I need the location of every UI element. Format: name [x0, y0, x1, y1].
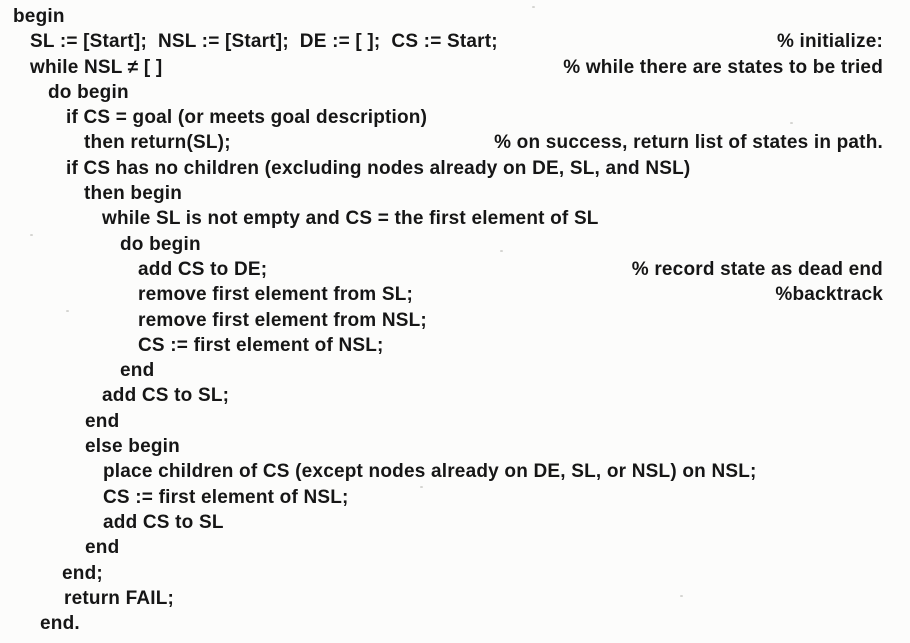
pseudocode-line — [0, 333, 883, 358]
scan-speck — [532, 6, 535, 8]
code-text: remove first element from NSL; — [138, 309, 427, 331]
code-text: if CS has no children (excluding nodes already on DE, SL, and NSL) — [66, 157, 691, 179]
pseudocode-line — [0, 535, 883, 560]
code-text: then return(SL); — [84, 132, 231, 154]
code-text: remove first element from SL; — [138, 284, 414, 306]
pseudocode-line — [0, 181, 883, 206]
pseudocode-line — [0, 485, 883, 510]
pseudocode-line — [0, 232, 883, 257]
code-text: add CS to SL; — [102, 385, 230, 407]
pseudocode-line — [0, 510, 883, 535]
comment-text: %backtrack — [775, 284, 883, 306]
comment-text: % record state as dead end — [631, 258, 883, 280]
code-text: if CS = goal (or meets goal description) — [66, 107, 428, 129]
scan-speck — [790, 122, 793, 124]
pseudocode-line — [0, 282, 883, 307]
code-text: while NSL ≠ [ ] — [30, 56, 163, 78]
scan-speck — [66, 310, 69, 312]
code-text: end — [120, 360, 155, 382]
code-text: end — [85, 537, 120, 559]
code-text: end — [85, 410, 120, 432]
pseudocode-line — [0, 80, 883, 105]
code-text: begin — [13, 6, 65, 27]
pseudocode-line — [0, 29, 883, 54]
pseudocode-line — [0, 409, 883, 434]
pseudocode-line — [0, 611, 883, 636]
pseudocode-line — [0, 130, 883, 155]
code-text: return FAIL; — [64, 587, 175, 609]
scan-speck — [500, 250, 503, 252]
pseudocode-line — [0, 105, 883, 130]
pseudocode-block — [0, 4, 883, 636]
pseudocode-line — [0, 586, 883, 611]
pseudocode-line — [0, 206, 883, 231]
code-text: then begin — [84, 183, 183, 205]
code-text: end; — [62, 562, 103, 584]
code-text: end. — [40, 613, 80, 635]
scan-speck — [30, 234, 33, 236]
code-text: do begin — [48, 81, 129, 103]
pseudocode-line — [0, 383, 883, 408]
pseudocode-line — [0, 358, 883, 383]
scan-speck — [420, 486, 423, 488]
code-text: while SL is not empty and CS = the first element of SL — [102, 208, 599, 230]
comment-text: % while there are states to be tried — [563, 56, 883, 78]
pseudocode-line — [0, 55, 883, 80]
code-text: CS := first element of NSL; — [103, 486, 349, 508]
code-text: add CS to DE; — [138, 258, 268, 280]
scan-speck — [680, 595, 683, 597]
pseudocode-line — [0, 561, 883, 586]
pseudocode-line — [0, 459, 883, 484]
pseudocode-line — [0, 434, 883, 459]
comment-text: % on success, return list of states in path. — [494, 132, 883, 154]
code-text: else begin — [85, 436, 180, 458]
pseudocode-line — [0, 257, 883, 282]
comment-text: % initialize: — [776, 31, 883, 53]
code-text: do begin — [120, 233, 201, 255]
pseudocode-line — [0, 156, 883, 181]
pseudocode-line — [0, 4, 883, 29]
code-text: CS := first element of NSL; — [138, 334, 384, 356]
code-text: SL := [Start]; NSL := [Start]; DE := [ ]; CS := Start; — [30, 31, 498, 53]
code-text: place children of CS (except nodes already on DE, SL, or NSL) on NSL; — [103, 461, 757, 483]
pseudocode-line — [0, 308, 883, 333]
code-text: add CS to SL — [103, 511, 224, 533]
